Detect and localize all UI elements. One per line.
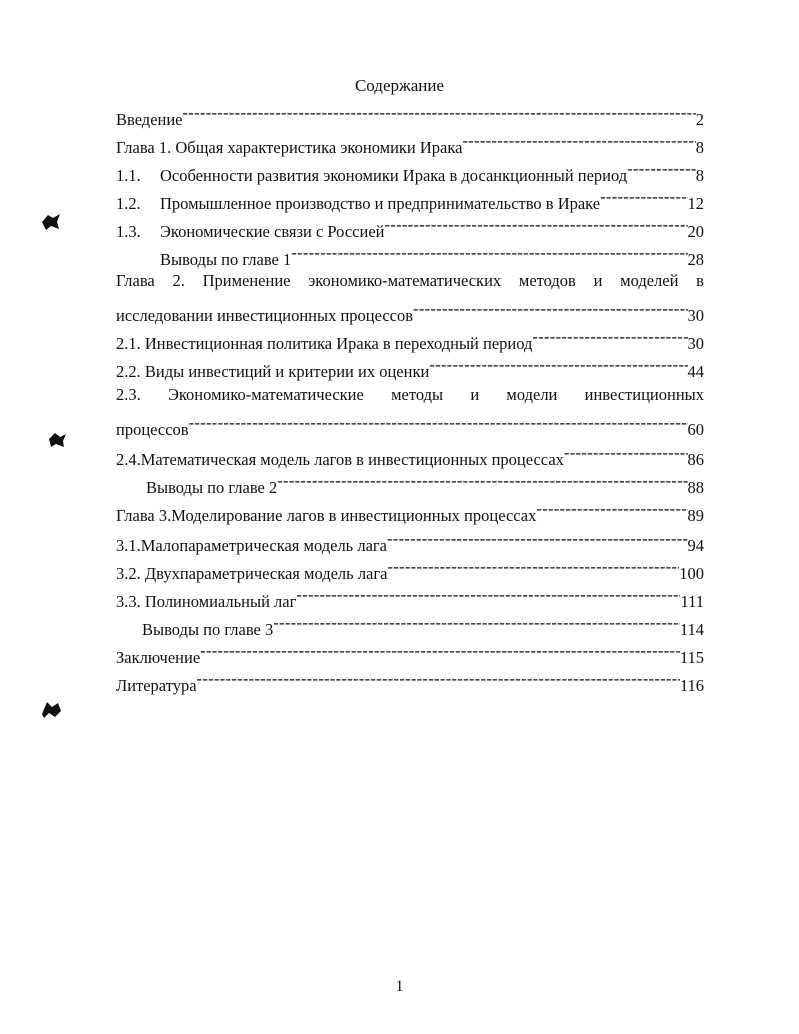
dot-leader	[536, 497, 687, 521]
dot-leader	[413, 297, 687, 321]
toc-word: модели	[506, 385, 558, 404]
toc-entry-text: Заключение	[116, 648, 201, 667]
dot-leader	[429, 353, 687, 377]
toc-entry[interactable]	[116, 297, 704, 325]
toc-entry-page: 115	[679, 648, 704, 667]
dot-leader	[189, 411, 688, 435]
dot-leader	[387, 555, 679, 579]
toc-entry[interactable]	[116, 213, 704, 241]
dot-leader	[462, 129, 695, 153]
toc-entry-text: 2.2. Виды инвестиций и критерии их оценки	[116, 362, 430, 381]
toc-entry-number: 1.3.	[116, 222, 141, 241]
ink-blot-icon	[40, 212, 62, 232]
toc-word: инвестиционных	[584, 385, 704, 404]
dot-leader	[564, 441, 688, 465]
toc-word: 2.3.	[116, 385, 141, 404]
toc-entry-text: исследовании инвестиционных процессов	[116, 306, 414, 325]
toc-entry-text: 3.2. Двухпараметрическая модель лага	[116, 564, 388, 583]
toc-entry[interactable]	[116, 639, 704, 667]
toc-entry[interactable]	[116, 667, 704, 695]
dot-leader	[291, 241, 687, 265]
toc-entry-text: Экономические связи с Россией	[160, 222, 385, 241]
toc-entry-justified-line[interactable]	[116, 269, 704, 293]
toc-entry-text: Выводы по главе 1	[160, 250, 292, 269]
toc-entry-text: Выводы по главе 3	[142, 620, 274, 639]
toc-entry-text: 3.3. Полиномиальный лаг	[116, 592, 297, 611]
toc-entry-text: 2.1. Инвестиционная политика Ирака в переходный период	[116, 334, 533, 353]
toc-entry[interactable]	[116, 441, 704, 469]
toc-word: Глава	[116, 271, 155, 290]
toc-entry[interactable]	[116, 497, 704, 525]
toc-entry-justified-line[interactable]	[116, 383, 704, 407]
toc-entry-page: 30	[687, 334, 704, 353]
dot-leader	[197, 667, 680, 691]
toc-word: методы	[391, 385, 444, 404]
toc-entry-page: 114	[679, 620, 704, 639]
page-number: 1	[395, 978, 404, 995]
toc-entry-text: Введение	[116, 110, 183, 129]
toc-entry-text: Промышленное производство и предпринимательство в Ираке	[160, 194, 601, 213]
toc-entry-page: 88	[687, 478, 704, 497]
toc-entry-text: 3.1.Малопараметрическая модель лага	[116, 536, 387, 555]
toc-entry[interactable]	[160, 241, 704, 269]
toc-entry[interactable]	[116, 583, 704, 611]
ink-blot-icon	[40, 698, 64, 720]
toc-entry-page: 116	[679, 676, 704, 695]
toc-entry[interactable]	[116, 101, 704, 129]
dot-leader	[532, 325, 687, 349]
toc-entry[interactable]	[142, 611, 704, 639]
toc-entry[interactable]	[116, 527, 704, 555]
toc-entry[interactable]	[116, 353, 704, 381]
toc-entry[interactable]	[116, 129, 704, 157]
toc-entry-text: Глава 3.Моделирование лагов в инвестиционных процессах	[116, 506, 537, 525]
dot-leader	[296, 583, 680, 607]
toc-entry-page: 20	[687, 222, 704, 241]
toc-word: 2.	[172, 271, 185, 290]
toc-entry[interactable]	[146, 469, 704, 497]
toc-entry-page: 30	[687, 306, 704, 325]
toc-entry[interactable]	[116, 555, 704, 583]
dot-leader	[277, 469, 687, 493]
toc-entry-page: 89	[687, 506, 704, 525]
dot-leader	[600, 185, 687, 209]
toc-entry-page: 86	[687, 450, 704, 469]
toc-word: и	[470, 385, 480, 404]
toc-entry[interactable]	[116, 325, 704, 353]
toc-word: Применение	[202, 271, 291, 290]
toc-entry-page: 44	[687, 362, 704, 381]
toc-entry-page: 8	[695, 138, 704, 157]
toc-word: Экономико-математические	[167, 385, 364, 404]
toc-entry-page: 12	[687, 194, 704, 213]
dot-leader	[183, 101, 696, 125]
toc-word: методов	[518, 271, 576, 290]
dot-leader	[387, 527, 688, 551]
toc-entry-page: 100	[679, 564, 704, 583]
ink-blot-icon	[46, 430, 68, 450]
toc-entry-number: 1.2.	[116, 194, 141, 213]
toc-entry-page: 111	[680, 592, 704, 611]
toc-entry-page: 28	[687, 250, 704, 269]
toc-entry[interactable]	[116, 157, 704, 185]
toc-entry-text: процессов	[116, 420, 189, 439]
toc-entry-text: Литература	[116, 676, 197, 695]
toc-word: и	[593, 271, 603, 290]
toc-entry-text: Выводы по главе 2	[146, 478, 278, 497]
toc-entry-text: 2.4.Математическая модель лагов в инвестиционных процессах	[116, 450, 564, 469]
toc-entry-number: 1.1.	[116, 166, 141, 185]
dot-leader	[200, 639, 680, 663]
toc-entry-text: Глава 1. Общая характеристика экономики Ирака	[116, 138, 463, 157]
toc-entry[interactable]	[116, 411, 704, 439]
toc-entry[interactable]	[116, 185, 704, 213]
toc-word: в	[696, 271, 704, 290]
toc-entry-page: 94	[687, 536, 704, 555]
toc-entry-text: Особенности развития экономики Ирака в досанкционный период	[160, 166, 628, 185]
toc-word: моделей	[620, 271, 679, 290]
toc-entry-page: 2	[695, 110, 704, 129]
toc-title: Содержание	[354, 76, 445, 95]
dot-leader	[384, 213, 687, 237]
dot-leader	[273, 611, 680, 635]
dot-leader	[627, 157, 696, 181]
toc-entry-page: 60	[687, 420, 704, 439]
toc-word: экономико-математических	[308, 271, 502, 290]
toc-entry-page: 8	[695, 166, 704, 185]
